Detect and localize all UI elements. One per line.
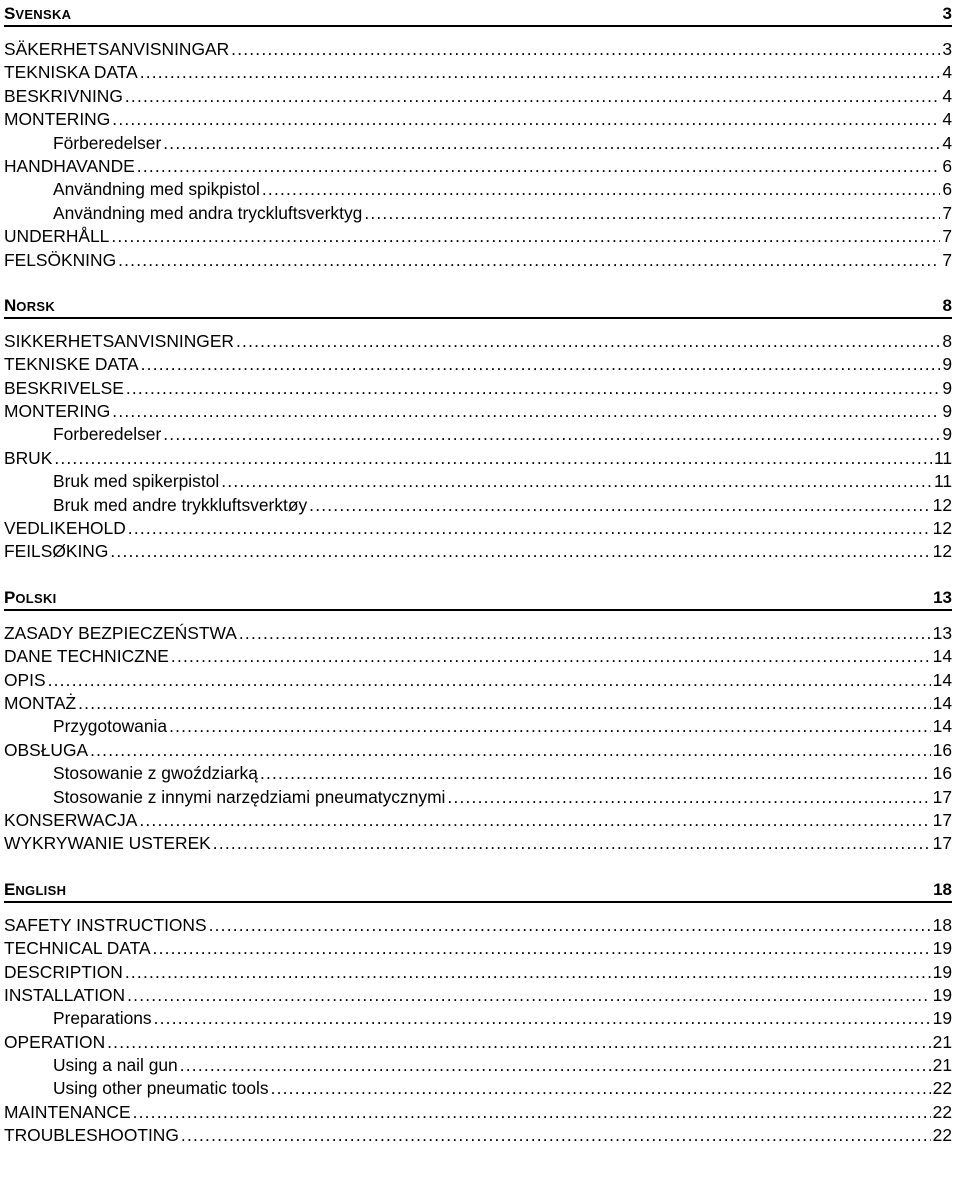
entry-title: Stosowanie z innymi narzędziami pneumatycznymi [53,786,446,807]
entry-page-number: 4 [942,109,952,130]
entry-page-number: 4 [942,85,952,106]
entry-page-number: 9 [942,424,952,445]
toc-subentry[interactable] [4,762,952,785]
entry-title: TEKNISKA DATA [4,62,138,83]
dot-leader [141,353,941,376]
dot-leader [140,61,941,84]
entry-title: BRUK [4,447,53,468]
toc-entry[interactable] [4,809,952,832]
entry-page-number: 16 [932,739,952,760]
entry-title: Användning med spikpistol [53,179,260,200]
section-heading[interactable] [4,292,952,319]
entry-title: MAINTENANCE [4,1101,131,1122]
entry-title: KONSERWACJA [4,809,138,830]
section-title [4,4,71,24]
dot-leader [260,762,931,785]
entry-page-number: 11 [933,447,952,468]
entry-page-number: 16 [932,763,952,784]
entry-title: TECHNICAL DATA [4,938,151,959]
entry-title: SÄKERHETSANVISNINGAR [4,39,230,59]
toc-subentry[interactable] [4,178,952,201]
entry-title: Preparations [53,1008,152,1029]
entry-title: OPERATION [4,1031,106,1052]
entry-title: Using a nail gun [53,1055,178,1076]
dot-leader [133,1101,931,1124]
toc-subentry[interactable] [4,423,952,446]
entry-title: DESCRIPTION [4,961,123,982]
entry-title: UNDERHÅLL [4,226,110,247]
toc-subentry[interactable] [4,470,952,493]
entry-title: BESKRIVELSE [4,377,124,398]
dot-leader [78,692,931,715]
section-title-initial: N [4,295,17,315]
entry-page-number: 7 [942,249,952,270]
toc-entry[interactable] [4,353,952,376]
section-title [4,296,55,316]
toc-entry[interactable] [4,447,952,470]
toc-subentry[interactable] [4,132,952,155]
toc-entry[interactable] [4,937,952,960]
dot-leader [213,832,931,855]
entry-title: MONTERING [4,109,111,130]
toc-entry[interactable] [4,984,952,1007]
section-page-number: 8 [942,295,952,315]
dot-leader [181,1124,931,1147]
entry-title: VEDLIKEHOLD [4,518,126,539]
entry-page-number: 7 [942,226,952,247]
entry-page-number: 12 [932,541,952,562]
toc-entry[interactable] [4,377,952,400]
toc-entry[interactable] [4,249,952,272]
entry-page-number: 14 [932,669,952,690]
toc-section [4,584,952,856]
entry-title: FEILSØKING [4,541,109,562]
dot-leader [139,809,930,832]
entry-page-number: 14 [932,646,952,667]
section-title-rest: ORSK [16,298,56,314]
entry-page-number: 19 [932,984,952,1005]
dot-leader [137,155,941,178]
dot-leader [236,330,940,353]
section-title-rest: NGLISH [15,882,67,898]
entry-title: DANE TECHNICZNE [4,646,169,667]
section-title [4,588,57,608]
entry-title: HANDHAVANDE [4,155,135,176]
entry-page-number: 7 [942,202,952,223]
dot-leader [163,423,940,446]
dot-leader [125,961,931,984]
dot-leader [126,377,940,400]
dot-leader [153,937,931,960]
entry-page-number: 17 [932,833,952,854]
entry-title: Bruk med andre trykkluftsverktøy [53,494,308,515]
entry-page-number: 12 [932,518,952,539]
entry-title: Przygotowania [53,716,168,737]
toc-entry[interactable] [4,85,952,108]
dot-leader [48,669,931,692]
toc-subentry[interactable] [4,786,952,809]
entry-title: ZASADY BEZPIECZEŃSTWA [4,622,237,643]
entry-page-number: 3 [942,39,952,59]
entry-page-number: 17 [932,809,952,830]
dot-leader [309,494,930,517]
entry-title: OPIS [4,669,46,690]
toc-entry[interactable] [4,225,952,248]
entry-page-number: 21 [932,1031,952,1052]
section-title-rest: OLSKI [15,590,57,606]
dot-leader [231,38,940,61]
toc-entry[interactable] [4,540,952,563]
dot-leader [90,739,931,762]
entry-title: TROUBLESHOOTING [4,1125,179,1146]
entry-page-number: 18 [932,914,952,935]
entry-page-number: 6 [942,155,952,176]
dot-leader [364,202,940,225]
toc-entry[interactable] [4,517,952,540]
entry-page-number: 9 [942,401,952,422]
dot-leader [209,914,931,937]
entry-title: MONTERING [4,401,111,422]
dot-leader [163,132,940,155]
section-page-number: 13 [933,587,952,607]
entry-page-number: 22 [932,1078,952,1099]
toc-entry[interactable] [4,961,952,984]
dot-leader [107,1031,931,1054]
entry-title: MONTAŻ [4,692,77,713]
entry-page-number: 21 [932,1055,952,1076]
entry-title: TEKNISKE DATA [4,354,139,375]
entry-page-number: 4 [942,132,952,153]
entry-page-number: 22 [932,1101,952,1122]
entry-page-number: 19 [932,961,952,982]
entry-title: WYKRYWANIE USTEREK [4,833,211,854]
section-page-number: 3 [942,4,952,23]
entry-page-number: 14 [932,692,952,713]
dot-leader [262,178,940,201]
entry-title: Using other pneumatic tools [53,1078,269,1099]
entry-title: Bruk med spikerpistol [53,471,220,492]
entry-page-number: 17 [932,786,952,807]
toc-entry[interactable] [4,38,952,61]
dot-leader [110,540,930,563]
dot-leader [447,786,930,809]
dot-leader [171,645,931,668]
section-title [4,880,66,900]
entry-title: FELSÖKNING [4,249,117,270]
toc-entry[interactable] [4,739,952,762]
section-page-number: 18 [933,879,952,899]
section-heading[interactable] [4,0,952,27]
entry-title: OBSŁUGA [4,739,89,760]
dot-leader [180,1054,931,1077]
dot-leader [271,1077,931,1100]
toc-section [4,0,952,272]
entry-page-number: 9 [942,354,952,375]
dot-leader [54,447,932,470]
entry-page-number: 14 [932,716,952,737]
toc-entry[interactable] [4,692,952,715]
dot-leader [112,108,940,131]
toc-entry[interactable] [4,669,952,692]
toc-subentry[interactable] [4,1007,952,1030]
toc-section [4,876,952,1148]
dot-leader [127,984,931,1007]
toc-entry[interactable] [4,645,952,668]
dot-leader [154,1007,931,1030]
toc-entry[interactable] [4,622,952,645]
toc-entry[interactable] [4,108,952,131]
toc-subentry[interactable] [4,1077,952,1100]
dot-leader [239,622,931,645]
entry-title: Stosowanie z gwoździarką [53,763,258,784]
toc-subentry[interactable] [4,1054,952,1077]
entry-title: SAFETY INSTRUCTIONS [4,914,207,935]
dot-leader [169,715,931,738]
entry-title: BESKRIVNING [4,85,123,106]
section-heading[interactable] [4,876,952,903]
toc-entry[interactable] [4,832,952,855]
section-title-initial: S [4,4,16,23]
section-title-initial: P [4,587,16,607]
entry-title: SIKKERHETSANVISNINGER [4,330,234,351]
toc-entry[interactable] [4,1031,952,1054]
entry-page-number: 22 [932,1125,952,1146]
entry-title: Förberedelser [53,132,162,153]
entry-page-number: 19 [932,938,952,959]
entry-page-number: 19 [932,1008,952,1029]
dot-leader [221,470,932,493]
dot-leader [125,85,940,108]
table-of-contents [4,0,952,1168]
entry-page-number: 9 [942,377,952,398]
toc-entry[interactable] [4,400,952,423]
entry-page-number: 8 [942,330,952,351]
toc-subentry[interactable] [4,494,952,517]
entry-page-number: 6 [942,179,952,200]
toc-entry[interactable] [4,1101,952,1124]
section-title-initial: E [4,879,16,899]
entry-title: Användning med andra tryckluftsverktyg [53,202,363,223]
dot-leader [112,400,940,423]
entry-page-number: 4 [942,62,952,83]
entry-title: Forberedelser [53,424,162,445]
toc-entry[interactable] [4,914,952,937]
toc-entry[interactable] [4,330,952,353]
toc-subentry[interactable] [4,715,952,738]
entry-title: INSTALLATION [4,984,126,1005]
toc-entry[interactable] [4,1124,952,1147]
entry-page-number: 12 [932,494,952,515]
section-heading[interactable] [4,584,952,611]
toc-entry[interactable] [4,155,952,178]
dot-leader [118,249,940,272]
toc-section [4,292,952,564]
toc-subentry[interactable] [4,202,952,225]
entry-page-number: 13 [932,622,952,643]
entry-page-number: 11 [933,471,952,492]
dot-leader [111,225,940,248]
dot-leader [128,517,931,540]
section-title-rest: VENSKA [15,7,72,22]
toc-entry[interactable] [4,61,952,84]
